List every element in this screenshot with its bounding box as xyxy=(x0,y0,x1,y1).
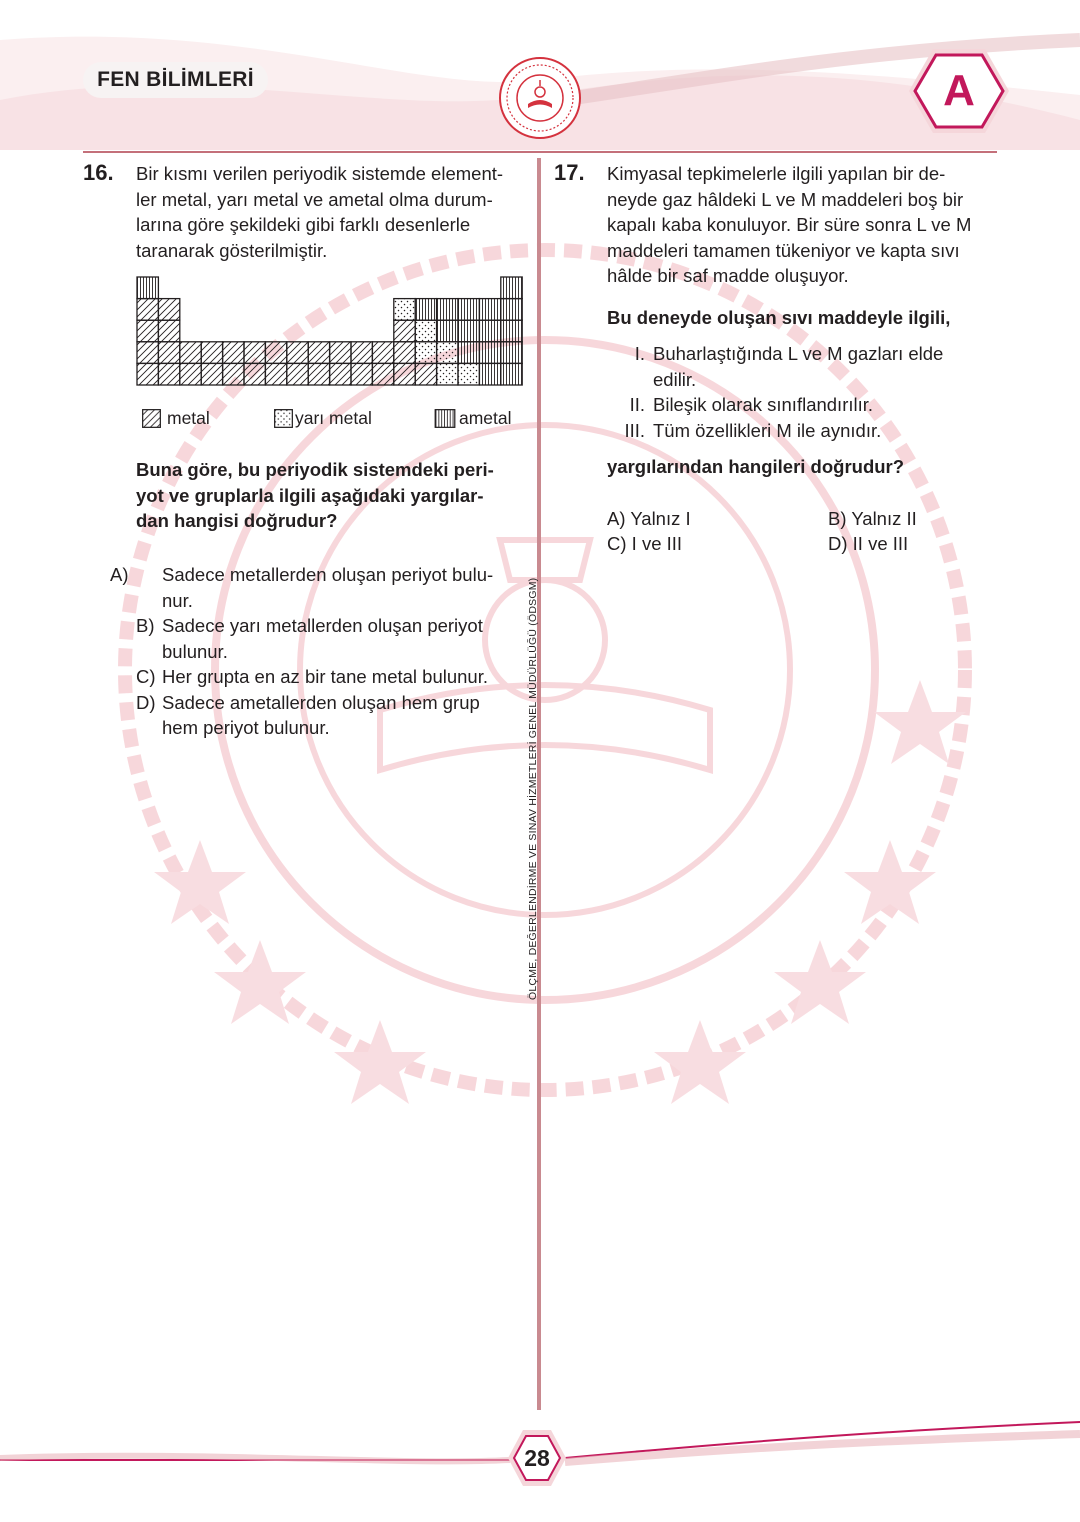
periodic-cell xyxy=(501,363,522,385)
periodic-cell xyxy=(351,363,372,385)
question-17-number: 17. xyxy=(554,160,585,185)
question-16-options xyxy=(110,562,531,741)
periodic-cell xyxy=(137,342,158,364)
periodic-cell xyxy=(437,320,458,342)
periodic-cell xyxy=(479,363,500,385)
stem-line: neyde gaz hâldeki L ve M maddeleri boş bir xyxy=(607,188,964,210)
option-a-text-cont: nur. xyxy=(162,589,193,611)
stem-line: kapalı kaba konuluyor. Bir süre sonra L ve M xyxy=(607,214,972,235)
option-a[interactable] xyxy=(110,562,531,613)
periodic-cell xyxy=(458,299,479,321)
periodic-cell xyxy=(458,342,479,364)
stem-line: taranarak gösterilmiştir. xyxy=(136,239,328,261)
option-17-a-text: Yalnız I xyxy=(630,508,691,529)
stem-line: Kimyasal tepkimelerle ilgili yapılan bir de- xyxy=(607,163,946,184)
option-17-a[interactable] xyxy=(607,506,691,532)
option-a-label: A) xyxy=(110,564,129,585)
question-17-lead: Bu deneyde oluşan sıvı maddeyle ilgili, xyxy=(607,307,951,328)
prompt-line: Buna göre, bu periyodik sistemdeki peri- xyxy=(136,459,494,480)
option-a-text: Sadece metallerden oluşan periyot bulu- xyxy=(162,564,494,585)
periodic-cell xyxy=(223,363,244,385)
booklet-letter: A xyxy=(943,66,975,115)
periodic-cell xyxy=(308,342,329,364)
periodic-cell xyxy=(437,363,458,385)
periodic-cell xyxy=(394,342,415,364)
nonmetal-pattern-icon xyxy=(434,409,456,428)
legend-nonmetal-label: ametal xyxy=(459,408,512,428)
periodic-cell xyxy=(501,277,522,299)
periodic-cell xyxy=(330,363,351,385)
periodic-cell xyxy=(244,363,265,385)
periodic-cell xyxy=(265,342,286,364)
periodic-cell xyxy=(158,363,179,385)
question-16-prompt xyxy=(136,457,531,534)
periodic-cell xyxy=(244,342,265,364)
periodic-cell xyxy=(351,342,372,364)
periodic-cell xyxy=(180,342,201,364)
option-b[interactable] xyxy=(136,613,531,664)
periodic-cell xyxy=(330,342,351,364)
periodic-cell xyxy=(479,342,500,364)
option-17-b[interactable] xyxy=(828,506,917,532)
periodic-cell xyxy=(458,363,479,385)
option-b-text: Sadece yarı metallerden oluşan periyot xyxy=(162,615,483,636)
option-17-a-label: A) xyxy=(607,508,626,529)
periodic-cell xyxy=(137,277,158,299)
statement-2 xyxy=(607,392,1007,418)
question-17-stem xyxy=(607,161,1007,289)
option-17-b-text: Yalnız II xyxy=(851,508,917,529)
periodic-cell xyxy=(394,363,415,385)
statement-3-text: Tüm özellikleri M ile aynıdır. xyxy=(653,419,882,441)
option-17-b-label: B) xyxy=(828,508,847,529)
side-credit: ÖLÇME, DEĞERLENDİRME VE SINAV HİZMETLERİ GENEL MÜDÜRLÜĞÜ (ÖDSGM) xyxy=(527,577,539,1000)
statement-2-num: II. xyxy=(629,394,645,415)
stem-line: maddeleri tamamen tükeniyor ve kapta sıvı xyxy=(607,239,960,261)
option-d[interactable] xyxy=(136,690,531,741)
stem-line: larına göre şekildeki gibi farklı desenlerle xyxy=(136,214,471,235)
page-number: 28 xyxy=(524,1445,550,1471)
option-17-d-label: D) xyxy=(828,533,848,554)
legend-metal xyxy=(142,408,210,429)
option-17-d[interactable] xyxy=(828,531,908,557)
periodic-cell xyxy=(137,320,158,342)
statement-1-text-cont: edilir. xyxy=(653,368,697,390)
periodic-cell xyxy=(501,320,522,342)
periodic-cell xyxy=(372,342,393,364)
option-d-label: D) xyxy=(136,691,156,713)
option-c-text: Her grupta en az bir tane metal bulunur. xyxy=(162,666,488,687)
periodic-cell xyxy=(287,363,308,385)
legend-semimetal xyxy=(274,408,372,429)
periodic-cell xyxy=(437,299,458,321)
periodic-cell xyxy=(223,342,244,364)
periodic-cell xyxy=(479,299,500,321)
statement-3-num: III. xyxy=(624,419,645,441)
question-17-statements xyxy=(607,341,1007,443)
option-b-label: B) xyxy=(136,615,155,636)
semimetal-pattern-icon xyxy=(274,409,293,428)
periodic-cell xyxy=(458,320,479,342)
option-17-c-label: C) xyxy=(607,533,627,554)
option-c-label: C) xyxy=(136,666,156,687)
metal-pattern-icon xyxy=(142,409,161,428)
periodic-cell xyxy=(308,363,329,385)
periodic-cell xyxy=(158,342,179,364)
periodic-cell xyxy=(180,363,201,385)
periodic-cell xyxy=(394,299,415,321)
periodic-cell xyxy=(394,320,415,342)
statement-1-text: Buharlaştığında L ve M gazları elde xyxy=(653,343,944,364)
statement-1-num: I. xyxy=(634,343,645,364)
legend-semimetal-label: yarı metal xyxy=(295,408,372,428)
option-c[interactable] xyxy=(136,664,531,690)
header-rule xyxy=(83,151,997,153)
periodic-cell xyxy=(137,363,158,385)
ministry-logo-icon xyxy=(498,56,582,140)
periodic-cell xyxy=(415,342,436,364)
periodic-cell xyxy=(265,363,286,385)
periodic-cell xyxy=(415,320,436,342)
stem-line: hâlde bir saf madde oluşuyor. xyxy=(607,265,849,286)
periodic-cell xyxy=(372,363,393,385)
option-17-c-text: I ve III xyxy=(631,533,683,554)
prompt-line: yot ve gruplarla ilgili aşağıdaki yargılar- xyxy=(136,484,484,506)
periodic-cell xyxy=(479,320,500,342)
option-d-text-cont: hem periyot bulunur. xyxy=(162,717,330,738)
periodic-cell xyxy=(158,320,179,342)
periodic-cell xyxy=(201,363,222,385)
periodic-cell xyxy=(201,342,222,364)
option-d-text: Sadece ametallerden oluşan hem grup xyxy=(162,691,480,713)
periodic-cell xyxy=(415,363,436,385)
statement-2-text: Bileşik olarak sınıflandırılır. xyxy=(653,394,874,415)
option-b-text-cont: bulunur. xyxy=(162,640,228,662)
periodic-cell xyxy=(501,299,522,321)
statement-3 xyxy=(607,418,1007,444)
periodic-table-figure xyxy=(136,276,524,388)
prompt-line: dan hangisi doğrudur? xyxy=(136,510,338,531)
question-16-number: 16. xyxy=(83,160,114,185)
stem-line: Bir kısmı verilen periyodik sistemde element- xyxy=(136,163,504,184)
subject-label: FEN BİLİMLERİ xyxy=(83,62,268,98)
periodic-cell xyxy=(137,299,158,321)
legend-metal-label: metal xyxy=(167,408,210,428)
question-16-stem xyxy=(136,161,531,263)
periodic-cell xyxy=(415,299,436,321)
periodic-cell xyxy=(501,342,522,364)
periodic-cell xyxy=(287,342,308,364)
periodic-cell xyxy=(437,342,458,364)
option-17-c[interactable] xyxy=(607,531,682,557)
stem-line: ler metal, yarı metal ve ametal olma durum- xyxy=(136,188,493,210)
statement-1 xyxy=(607,341,1007,367)
legend-nonmetal xyxy=(434,408,512,429)
question-17-prompt: yargılarından hangileri doğrudur? xyxy=(607,456,905,477)
option-17-d-text: II ve III xyxy=(852,533,909,554)
periodic-cell xyxy=(158,299,179,321)
